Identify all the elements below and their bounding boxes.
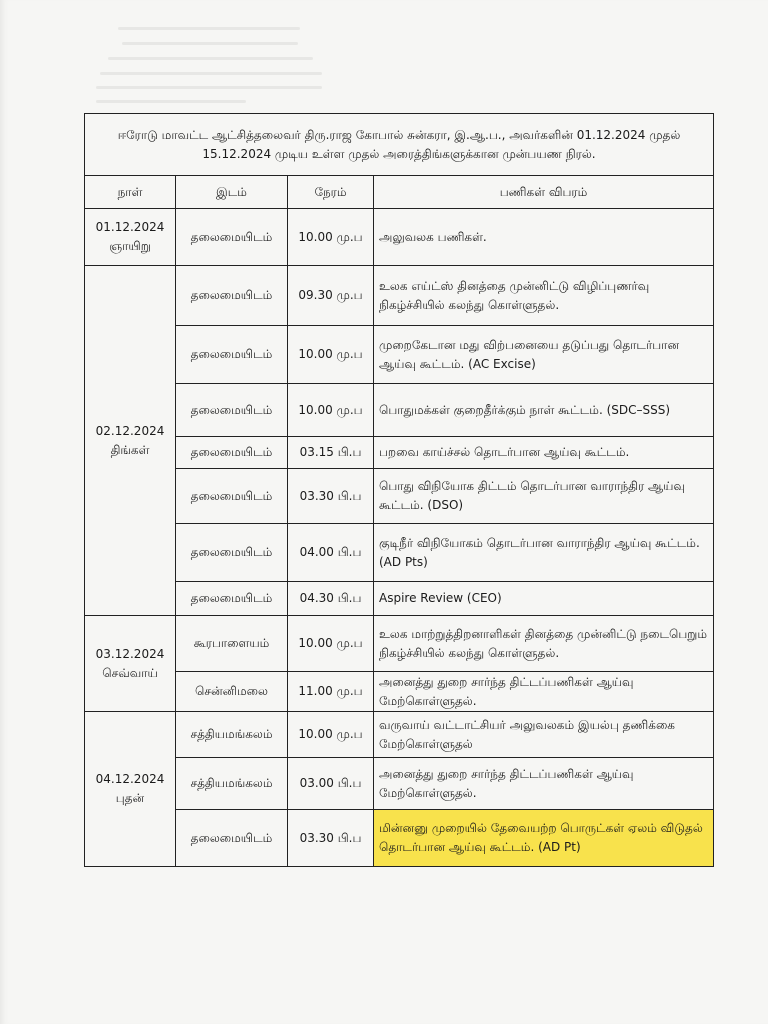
work-cell: அனைத்து துறை சார்ந்த திட்டப்பணிகள் ஆய்வு மேற்கொள்ளுதல்.: [374, 758, 714, 810]
schedule-row: [85, 672, 714, 712]
work-cell: அனைத்து துறை சார்ந்த திட்டப்பணிகள் ஆய்வு மேற்கொள்ளுதல்.: [374, 672, 714, 712]
place-cell: தலைமையிடம்: [176, 326, 288, 384]
work-cell: பொதுமக்கள் குறைதீர்க்கும் நாள் கூட்டம். (SDC–SSS): [374, 384, 714, 437]
schedule-row: [85, 326, 714, 384]
date-cell: [85, 712, 176, 867]
time-cell: 03.30 பி.ப: [288, 810, 374, 867]
schedule-row: [85, 616, 714, 672]
schedule-row: [85, 469, 714, 524]
date-text: 04.12.2024: [95, 772, 165, 786]
date-text: 02.12.2024: [95, 423, 165, 438]
schedule-row: [85, 384, 714, 437]
weekday-text: ஞாயிறு: [109, 239, 151, 253]
header-time: நேரம்: [288, 176, 374, 209]
weekday-text: செவ்வாய்: [102, 665, 158, 680]
tour-schedule-table: [84, 113, 714, 867]
place-cell: சத்தியமங்கலம்: [176, 758, 288, 810]
work-cell: உலக மாற்றுத்திறனாளிகள் தினத்தை முன்னிட்டு நடைபெறும் நிகழ்ச்சியில் கலந்து கொள்ளுதல்.: [374, 616, 714, 672]
place-cell: கூரபாளையம்: [176, 616, 288, 672]
schedule-row: [85, 209, 714, 266]
work-cell: வருவாய் வட்டாட்சியர் அலுவலகம் இயல்பு தணிக்கை மேற்கொள்ளுதல்: [374, 712, 714, 758]
date-text: 01.12.2024: [95, 220, 165, 234]
time-cell: 03.00 பி.ப: [288, 758, 374, 810]
place-cell: சத்தியமங்கலம்: [176, 712, 288, 758]
place-cell: சென்னிமலை: [176, 672, 288, 712]
place-cell: தலைமையிடம்: [176, 810, 288, 867]
schedule-row: [85, 524, 714, 582]
date-cell: [85, 209, 176, 266]
place-cell: தலைமையிடம்: [176, 384, 288, 437]
header-work: பணிகள் விபரம்: [374, 176, 714, 209]
weekday-text: திங்கள்: [110, 442, 150, 457]
schedule-row: [85, 810, 714, 867]
weekday-text: புதன்: [115, 791, 145, 805]
schedule-row: [85, 712, 714, 758]
work-cell: முறைகேடான மது விற்பனையை தடுப்பது தொடர்பான ஆய்வு கூட்டம். (AC Excise): [374, 326, 714, 384]
time-cell: 11.00 மு.ப: [288, 672, 374, 712]
place-cell: தலைமையிடம்: [176, 582, 288, 616]
highlighted-work-cell: மின்னனு முறையில் தேவையற்ற பொருட்கள் ஏலம் விடுதல் தொடர்பான ஆய்வு கூட்டம். (AD Pt): [374, 810, 714, 867]
schedule-row: [85, 266, 714, 326]
header-place: இடம்: [176, 176, 288, 209]
place-cell: தலைமையிடம்: [176, 266, 288, 326]
header-row: [85, 176, 714, 209]
time-cell: 10.00 மு.ப: [288, 209, 374, 266]
date-cell: [85, 266, 176, 616]
place-cell: தலைமையிடம்: [176, 209, 288, 266]
work-cell: குடிநீர் விநியோகம் தொடர்பான வாராந்திர ஆய்வு கூட்டம். (AD Pts): [374, 524, 714, 582]
time-cell: 10.00 மு.ப: [288, 712, 374, 758]
time-cell: 03.30 பி.ப: [288, 469, 374, 524]
time-cell: 10.00 மு.ப: [288, 616, 374, 672]
work-cell: Aspire Review (CEO): [374, 582, 714, 616]
time-cell: 10.00 மு.ப: [288, 326, 374, 384]
place-cell: தலைமையிடம்: [176, 524, 288, 582]
work-cell: உலக எய்ட்ஸ் தினத்தை முன்னிட்டு விழிப்புணர்வு நிகழ்ச்சியில் கலந்து கொள்ளுதல்.: [374, 266, 714, 326]
date-cell: [85, 616, 176, 712]
work-cell: பொது விநியோக திட்டம் தொடர்பான வாராந்திர ஆய்வு கூட்டம். (DSO): [374, 469, 714, 524]
header-date: நாள்: [85, 176, 176, 209]
schedule-row: [85, 758, 714, 810]
time-cell: 04.30 பி.ப: [288, 582, 374, 616]
work-cell: அலுவலக பணிகள்.: [374, 209, 714, 266]
title-row: [85, 114, 714, 176]
time-cell: 03.15 பி.ப: [288, 437, 374, 469]
schedule-row: [85, 437, 714, 469]
time-cell: 10.00 மு.ப: [288, 384, 374, 437]
date-text: 03.12.2024: [95, 646, 165, 661]
schedule-row: [85, 582, 714, 616]
time-cell: 09.30 மு.ப: [288, 266, 374, 326]
title-line: ஈரோடு மாவட்ட ஆட்சித்தலைவர் திரு.ராஜ கோபால் சுன்கரா, இ.ஆ.ப., அவர்களின் 01.12.2024 முதல்: [117, 127, 681, 142]
time-cell: 04.00 பி.ப: [288, 524, 374, 582]
place-cell: தலைமையிடம்: [176, 437, 288, 469]
document-title: [85, 114, 714, 176]
work-cell: பறவை காய்ச்சல் தொடர்பான ஆய்வு கூட்டம்.: [374, 437, 714, 469]
title-line: 15.12.2024 முடிய உள்ள முதல் அரைத்திங்களுக்கான முன்பயண நிரல்.: [202, 146, 596, 161]
place-cell: தலைமையிடம்: [176, 469, 288, 524]
